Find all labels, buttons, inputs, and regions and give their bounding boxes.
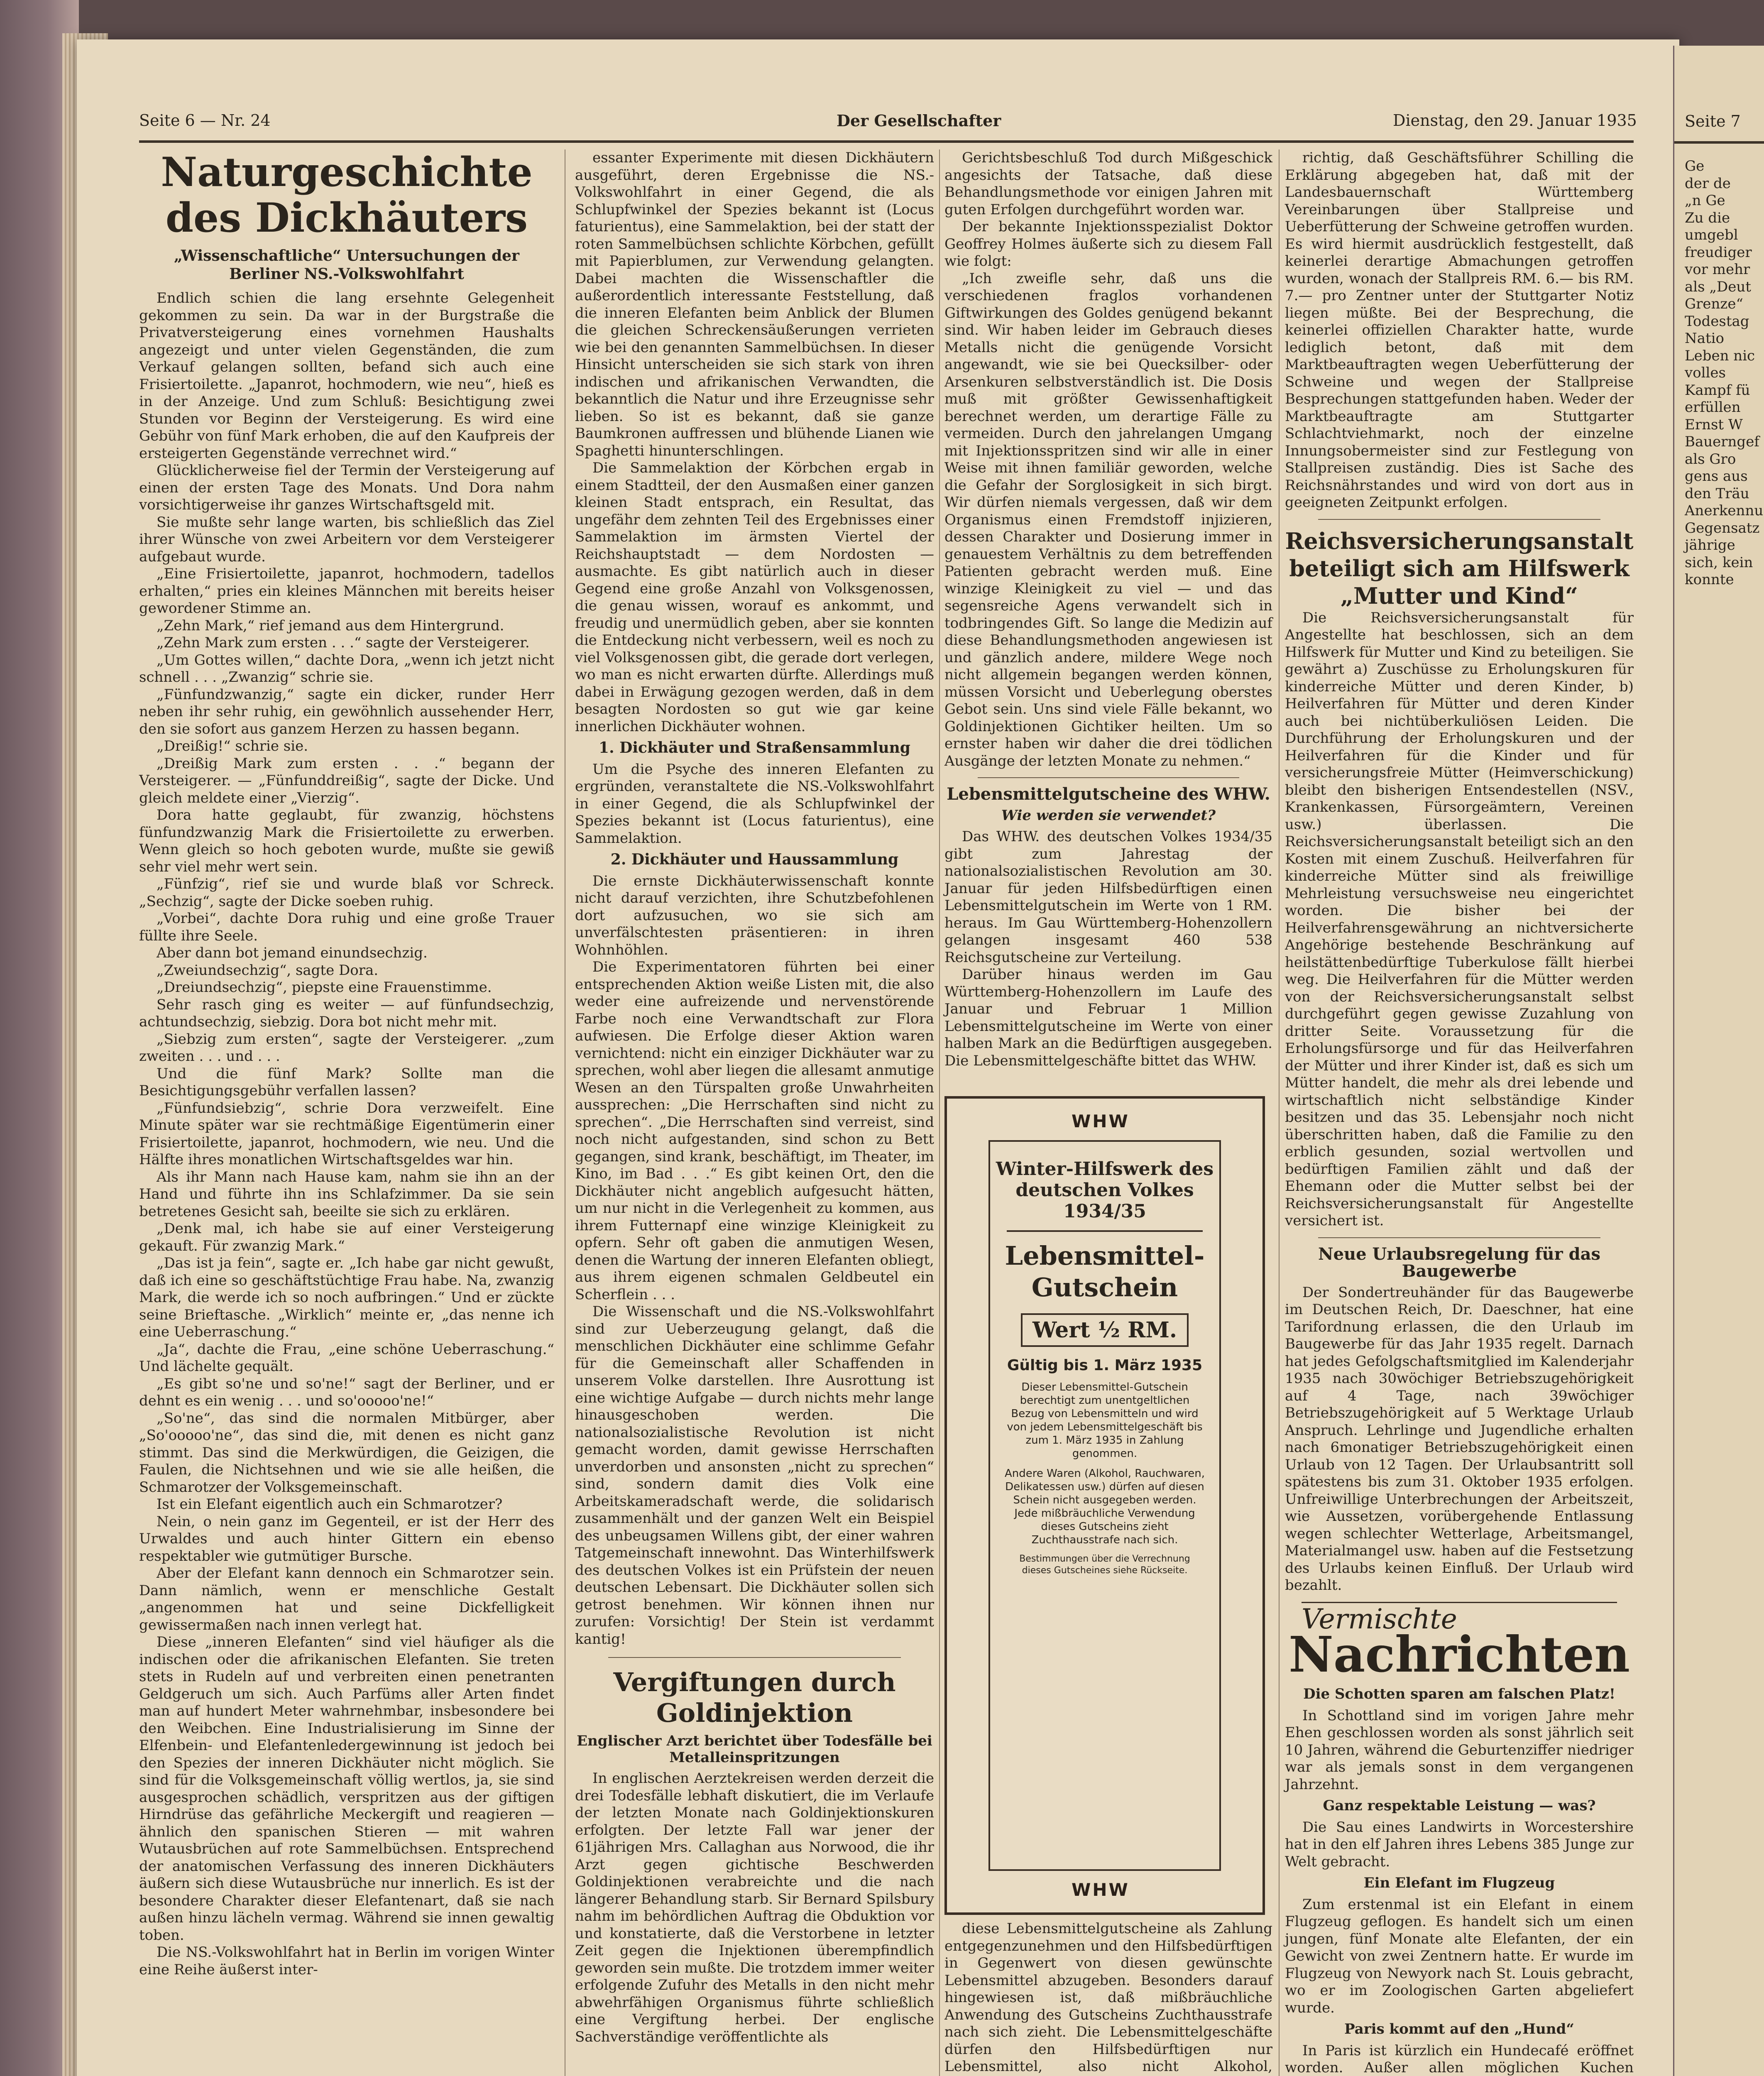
paragraph: „Fünfundsiebzig“, schrie Dora verzweifelt. Eine Minute später war sie rechtmäßige Eigentümerin einer Frisiertoilette, japanrot, hochmodern, wie neu. Und die Hälfte ihres monatlichen Wirtschaftsgeldes war hin. xyxy=(139,1099,554,1168)
article-subtitle: „Wissenschaftliche“ Untersuchungen der Berliner NS.-Volkswohlfahrt xyxy=(174,247,519,283)
page-number-left: Seite 6 — Nr. 24 xyxy=(139,111,271,130)
coupon-fine-3: Bestimmungen über die Verrechnung dieses Gutscheines siehe Rückseite. xyxy=(1019,1554,1190,1576)
paragraph: „Ich zweifle sehr, daß uns die verschiedenen fraglos vorhandenen Giftwirkungen des Goldes genügend bekannt sind. Wir haben leider im Gebrauch dieses Metalls nicht die genügende Vorsicht angewandt, wie sie bei Quecksilber- oder Arsenkuren selbstverständlich ist. Die Dosis muß mit größter Gewissenhaftigkeit berechnet werden, um derartige Fälle zu vermeiden. Durch den jahrelangen Umgang mit Injektionsspritzen sind wir alle in einer Weise mit ihnen familiär geworden, welche die Gefahr der Sorglosigkeit in sich birgt. Wir dürfen niemals vergessen, daß wir dem Organismus einen Fremdstoff injizieren, dessen Charakter und Dosierung immer in genauestem Verhältnis zu dem betreffenden Patienten gebracht werden muß. Eine winzige Kleinigkeit zu viel — und das segensreiche Agens verwandelt sich in todbringendes Gift. So lange die Medizin auf diese Behandlungsmethoden angewiesen ist und gänzlich andere, mildere Wege noch nicht allgemein begangen werden können, müssen Vorsicht und Ueberlegung oberstes Gebot sein. Uns sind viele Fälle bekannt, wo Goldinjektionen Gichtiker heilten. Um so ernster haben wir daher die drei tödlichen Ausgänge der letzten Monate zu nehmen.“ xyxy=(944,270,1272,769)
paragraph: Gerichtsbeschluß Tod durch Mißgeschick angesichts der Tatsache, daß diese Behandlungsmethode vor einigen Jahren mit guten Erfolgen durchgeführt worden war. xyxy=(944,149,1272,218)
paragraph: Die Wissenschaft und die NS.-Volkswohlfahrt sind zur Ueberzeugung gelangt, daß die menschlichen Dickhäuter eine schlimme Gefahr für die Gemeinschaft aller Schaffenden in unserem Volke darstellen. Ihre Ausrottung ist eine wichtige Aufgabe — durch nichts mehr lange hinausgeschoben werden. Die nationalsozialistische Revolution ist nicht gemacht worden, damit gewisse Herrschaften unverdorben und ansonsten „nicht zu sprechen“ sind, sondern damit dies Volk eine Arbeitskameradschaft werde, die solidarisch zusammenhält und der ganzen Welt ein Beispiel des unbeugsamen Willens gibt, der einer wahren Tatgemeinschaft innewohnt. Das Winterhilfswerk des deutschen Volkes ist ein Prüfstein der neuen deutschen Lebensart. Die Dickhäuter sollen sich getrost benehmen. Wir können ihnen nur zurufen: Vorsichtig! Der Stein ist verdammt kantig! xyxy=(575,1303,934,1648)
article-whw-body xyxy=(944,828,1272,1070)
paragraph: „Fünfundzwanzig,“ sagte ein dicker, runder Herr neben ihr sehr ruhig, ein gewöhnlich aussehender Herr, den sie sofort aus ganzem Herzen zu hassen begann. xyxy=(139,686,554,737)
paragraph: richtig, daß Geschäftsführer Schilling die Erklärung abgegeben hat, daß mit der Landesbauernschaft Württemberg Vereinbarungen über Stallpreise und Ueberfütterung der Schweine getroffen wurden. Es wird hiermit ausdrücklich festgestellt, daß keinerlei derartige Abmachungen getroffen wurden, wonach der Stallpreis RM. 6.— bis RM. 7.— pro Zentner unter der Stuttgarter Notiz liegen müßte. Bei der Besprechung, die keinerlei offiziellen Charakter hatte, wurde lediglich betont, daß mit dem Marktbeauftragten wegen Ueberfütterung der Schweine und wegen der Stallpreise Besprechungen stattgefunden haben. Weder der Marktbeauftragte am Stuttgarter Schlachtviehmarkt, noch der einzelne Innungsobermeister sind zur Festlegung von Stallpreisen zuständig. Dies ist Sache des Reichsnährstandes und wird von dort aus in geeigneten Zeitpunkt erfolgen. xyxy=(1285,149,1634,511)
paragraph: „Denk mal, ich habe sie auf einer Versteigerung gekauft. Für zwanzig Mark.“ xyxy=(139,1220,554,1254)
paragraph: Der bekannte Injektionsspezialist Doktor Geoffrey Holmes äußerte sich zu diesem Fall wie folgt: xyxy=(944,218,1272,269)
paragraph: „Ja“, dachte die Frau, „eine schöne Ueberraschung.“ Und lächelte gequält. xyxy=(139,1341,554,1375)
paragraph: „Zweiundsechzig“, sagte Dora. xyxy=(157,962,379,979)
adjacent-line: Kampf fü xyxy=(1685,382,1750,399)
news-text: Die Sau eines Landwirts in Worcestershire hat in den elf Jahren ihres Lebens 385 Junge zur Welt gebracht. xyxy=(1285,1819,1634,1870)
adjacent-line: freudiger xyxy=(1685,244,1752,261)
article-gold-continued xyxy=(944,149,1272,770)
article-gold-body: In englischen Aerztekreisen werden derzeit die drei Todesfälle lebhaft diskutiert, die im Verlaufe der letzten Monate nach Goldinjektionskuren erfolgten. Der letzte Fall war jener der 61jährigen Mrs. Callaghan aus Norwood, die ihr Arzt gegen gichtische Beschwerden Goldinjektionen verabreichte und die nach längerer Behandlung starb. Sir Bernard Spilsbury nahm im behördlichen Auftrag die Obduktion vor und konstatierte, daß die Verstorbene in letzter Zeit gegen die Injektionen überempfindlich geworden sein mußte. Die trotzdem immer weiter erfolgende Zufuhr des Metalls in den nicht mehr abwehrfähigen Organismus führte schließlich eine Vergiftung herbei. Der englische Sachverständige veröffentlichte als xyxy=(575,1770,934,2045)
paragraph: diese Lebensmittelgutscheine als Zahlung entgegenzunehmen und den Hilfsbedürftigen in Gegenwert von diesen gewünschte Lebensmittel abzugeben. Besonders darauf hingewiesen ist, daß mißbräuchliche Anwendung des Gutscheins Zuchthausstrafe nach sich zieht. Die Lebensmittelgeschäfte dürfen den Hilfsbedürftigen nur Lebensmittel, also nicht Alkohol, xyxy=(944,1920,1272,2075)
news-text: In Schottland sind im vorigen Jahre mehr Ehen geschlossen worden als sonst jährlich seit 10 Jahren, während die Geburtenziffer niedriger war als jemals sonst in dem vergangenen Jahrzehnt. xyxy=(1285,1707,1634,1793)
section-title-small: Vermischte xyxy=(1302,1603,1457,1635)
adjacent-line: erfüllen xyxy=(1685,399,1741,416)
adjacent-line: umgebl xyxy=(1685,227,1738,243)
section-title-large: Nachrichten xyxy=(1289,1626,1630,1683)
adjacent-line: als Gro xyxy=(1685,450,1736,468)
article-title: Naturgeschichte des Dickhäuters xyxy=(161,149,533,241)
news-headline: Ganz respektable Leistung — was? xyxy=(1323,1797,1596,1814)
masthead: Der Gesellschafter xyxy=(837,111,1001,130)
paragraph: Und die fünf Mark? Sollte man die Besichtigungsgebühr verfallen lassen? xyxy=(139,1065,554,1099)
article-body-continued xyxy=(575,149,934,735)
column-3-lower xyxy=(944,1920,1272,2076)
paragraph: „Siebzig zum ersten“, sagte der Versteigerer. „zum zweiten . . . und . . . xyxy=(139,1031,554,1065)
paragraph: Die NS.-Volkswohlfahrt hat in Berlin im vorigen Winter eine Reihe äußerst inter- xyxy=(139,1944,554,1978)
article-body xyxy=(139,290,554,1978)
column-2 xyxy=(575,149,934,2046)
news-headline: Paris kommt auf den „Hund“ xyxy=(1344,2021,1574,2037)
coupon-value: Wert ½ RM. xyxy=(1021,1313,1189,1347)
column-divider xyxy=(939,149,940,2076)
news-text: Zum erstenmal ist ein Elefant in einem Flugzeug geflogen. Es handelt sich um einen jungen, fünf Monate alte Elefanten, der ein Gewicht von zwei Zentnern hatte. Er wurde im Flugzeug von Newyork nach St. Louis gebracht, wo er im Zoologischen Garten abgeliefert wurde. xyxy=(1285,1896,1634,2016)
article-title-urlaub: Neue Urlaubsregelung für das Baugewerbe xyxy=(1318,1244,1600,1281)
paragraph: Glücklicherweise fiel der Termin der Versteigerung auf einen der ersten Tage des Monats. Und Dora nahm vorsichtigerweise ihr ganzes Wirtschaftsgeld mit. xyxy=(139,462,554,513)
article-separator xyxy=(978,777,1239,778)
adjacent-line: Gegensatz xyxy=(1685,519,1760,536)
coupon-line2: deutschen Volkes 1934/35 xyxy=(1015,1180,1194,1222)
adjacent-line: Bauerngef xyxy=(1685,433,1759,450)
paragraph: „Dreißig Mark zum ersten . . .“ begann der Versteigerer. — „Fünfunddreißig“, sagte der Dicke. Und gleich meldete einer „Vierzig“. xyxy=(139,755,554,806)
news-headline: Die Schotten sparen am falschen Platz! xyxy=(1303,1686,1615,1702)
paragraph: „Dreiundsechzig“, piepste eine Frauenstimme. xyxy=(157,979,492,996)
coupon-title-2: Gutschein xyxy=(1031,1272,1178,1302)
article-title-whw: Lebensmittelgutscheine des WHW. xyxy=(947,784,1270,804)
adjacent-line: Natio xyxy=(1685,330,1725,347)
paragraph: „So'ne“, das sind die normalen Mitbürger, aber „So'ooooo'ne“, das sind die, mit denen es nicht ganz stimmt. Das sind die Merkwürdigen, die Geizigen, die Faulen, die Nichtsehnen und wie sie alle heißen, die Schmarotzer der Volksgemeinschaft. xyxy=(139,1410,554,1496)
article-urlaub-body: Der Sondertreuhänder für das Baugewerbe im Deutschen Reich, Dr. Daeschner, hat eine Tarifordnung erlassen, die den Urlaub im Baugewerbe für das Jahr 1935 regelt. Darnach hat jedes Gefolgschaftsmitglied im Kalenderjahr 1935 nach 30wöchiger Betriebszugehörigkeit auf 4 Tage, nach 39wöchiger Betriebszugehörigkeit auf 5 Werktage Urlaub Anspruch. Lehrlinge und Jugendliche erhalten nach 6monatiger Betriebszugehörigkeit einen Urlaub von 12 Tagen. Der Urlaubsantritt soll spätestens bis zum 31. Oktober 1935 erfolgen. Unfreiwillige Unterbrechungen der Arbeitszeit, wie Aussetzen, vorübergehende Entlassung wegen schlechter Wetterlage, Arbeitsmangel, Materialmangel usw. haben auf die Festsetzung des Urlaubs keinen Einfluß. Der Urlaub wird bezahlt. xyxy=(1285,1284,1634,1594)
coupon-strip-bottom: WHW xyxy=(1072,1880,1130,1900)
coupon-valid: Gültig bis 1. März 1935 xyxy=(1007,1357,1203,1374)
adjacent-line: volles xyxy=(1685,365,1726,381)
paragraph: „Das ist ja fein“, sagte er. „Ich habe gar nicht gewußt, daß ich eine so geschäftstüchtige Frau habe. Na, zwanzig Mark, die werde ich so noch aufbringen.“ Und er zückte seine Brieftasche. „Wirklich“ meinte er, „das nenne ich eine Ueberraschung.“ xyxy=(139,1255,554,1340)
article-fleisch-continued xyxy=(1285,149,1634,512)
adjacent-page xyxy=(1673,46,1764,2076)
column-4 xyxy=(1285,149,1634,2076)
next-page-number: Seite 7 xyxy=(1685,112,1741,130)
news-text: In Paris ist kürzlich ein Hundecafé eröffnet worden. Außer allen möglichen Kuchen xyxy=(1285,2042,1634,2076)
paragraph: Nein, o nein ganz im Gegenteil, er ist der Herr des Urwaldes und auch hinter Gittern ein ebenso respektabler wie gutmütiger Bursche. xyxy=(139,1513,554,1564)
article-title-rva: Reichsversicherungsanstalt beteiligt sich am Hilfswerk „Mutter und Kind“ xyxy=(1285,527,1634,609)
paragraph: „Vorbei“, dachte Dora ruhig und eine große Trauer füllte ihre Seele. xyxy=(139,910,554,944)
paragraph: „Fünfzig“, rief sie und wurde blaß vor Schreck. „Sechzig“, sagte der Dicke soeben ruhig. xyxy=(139,876,554,910)
article-title-gold: Vergiftungen durch Goldinjektion xyxy=(613,1667,896,1728)
adjacent-line: Grenze“ xyxy=(1685,296,1743,312)
coupon-title-1: Lebensmittel- xyxy=(1005,1241,1205,1271)
paragraph: „Dreißig!“ schrie sie. xyxy=(157,738,308,754)
news-headline: Ein Elefant im Flugzeug xyxy=(1363,1875,1555,1891)
paragraph: Die ernste Dickhäuterwissenschaft konnte nicht darauf verzichten, ihre Schutzbefohlenen dort aufzusuchen, wo sie sich am unverfälschtesten präsentieren: in ihren Wohnhöhlen. xyxy=(575,872,934,958)
article-subtitle-whw: Wie werden sie verwendet? xyxy=(1001,807,1216,824)
paragraph: Als ihr Mann nach Hause kam, nahm sie ihn an der Hand und führte ihn ins Schlafzimmer. Da sie sein betretenes Gesicht sah, beeilte sie sich zu erklären. xyxy=(139,1168,554,1220)
paragraph: „Eine Frisiertoilette, japanrot, hochmodern, tadellos erhalten,“ pries ein kleines Männchen mit bereits heiser gewordener Stimme an. xyxy=(139,566,554,617)
column-divider xyxy=(1279,149,1280,2076)
adjacent-line: Leben nic xyxy=(1685,347,1755,364)
paragraph: Die Experimentatoren führten bei einer entsprechenden Aktion weiße Listen mit, die also weder eine aufreizende und nervenstörende Farbe noch eine Verwandtschaft zur Flora aufwiesen. Die Erfolge dieser Aktion waren vernichtend: nicht ein einziger Dickhäuter war zu sprechen, wohl aber liegen die allesamt anmutige Wesen an den Türspalten große Unwahrheiten aussprechen: „Die Herrschaften sind nicht zu sprechen“. „Die Herrschaften sind verreist, sind noch nicht aufgestanden, sind schon zu Bett gegangen, sind krank, beschäftigt, im Theater, im Kino, im Bad . . .“ Es gibt keinen Ort, den die Dickhäuter nicht angeblich aufgesucht hätten, um nur nicht in die Verlegenheit zu kommen, aus ihrem Futternapf eine winzige Kleinigkeit zu opfern. Sehr oft gaben die anmutigen Wesen, denen die Wartung der inneren Elefanten obliegt, aus ihrem eigenen schmalen Geldbeutel ein Scherflein . . . xyxy=(575,959,934,1303)
adjacent-line: jährige xyxy=(1685,537,1735,553)
adjacent-line: Ge xyxy=(1685,158,1705,174)
coupon-strip-top: WHW xyxy=(1072,1111,1130,1131)
adjacent-line: Ernst W xyxy=(1685,416,1743,433)
paragraph: „Zehn Mark,“ rief jemand aus dem Hintergrund. xyxy=(157,617,504,634)
adjacent-line: sich, kein xyxy=(1685,554,1753,571)
paragraph: Ist ein Elefant eigentlich auch ein Schmarotzer? xyxy=(157,1496,503,1513)
paragraph: Aber dann bot jemand einundsechzig. xyxy=(157,945,428,961)
adjacent-line: den Träu xyxy=(1685,485,1749,502)
paragraph: Sie mußte sehr lange warten, bis schließlich das Ziel ihrer Wünsche von zwei Arbeitern vor dem Versteigerer aufgebaut wurde. xyxy=(139,514,554,565)
adjacent-line: konnte xyxy=(1685,571,1734,588)
section-1-text: Um die Psyche des inneren Elefanten zu ergründen, veranstaltete die NS.-Volkswohlfahrt in einer Gegend, die als Schlupfwinkel der Spezies bekannt ist (Locus faturientus), eine Sammelaktion. xyxy=(575,761,934,847)
adjacent-line: „n Ge xyxy=(1685,192,1725,209)
article-whw-body-continued xyxy=(944,1920,1272,2076)
adjacent-line: Anerkennu xyxy=(1685,502,1764,519)
coupon-inner xyxy=(988,1140,1221,1871)
paragraph: „Zehn Mark zum ersten . . .“ sagte der Versteigerer. xyxy=(157,634,530,651)
adjacent-line: Zu die xyxy=(1685,209,1730,226)
paragraph: Dora hatte geglaubt, für zwanzig, höchstens fünfundzwanzig Mark die Frisiertoilette zu erwerben. Wenn gleich so hoch geboten wurde, mußte sie gewiß sehr viel mehr wert sein. xyxy=(139,807,554,875)
adjacent-line: gens aus xyxy=(1685,468,1748,485)
article-subtitle-gold: Englischer Arzt berichtet über Todesfälle bei Metalleinspritzungen xyxy=(577,1733,932,1766)
paragraph: Das WHW. des deutschen Volkes 1934/35 gibt zum Jahrestag der nationalsozialistischen Revolution am 30. Januar für jeden Hilfsbedürftigen einen Lebensmittelgutschein im Werte von 1 RM. heraus. Im Gau Württemberg-Hohenzollern gelangen insgesamt 460 538 Reichsgutscheine zur Verteilung. xyxy=(944,828,1272,966)
adjacent-page-text xyxy=(1685,158,1763,589)
article-separator xyxy=(608,1657,901,1658)
coupon-line1: Winter-Hilfswerk des xyxy=(996,1158,1214,1180)
coupon-fine-2: Andere Waren (Alkohol, Rauchwaren, Delikatessen usw.) dürfen auf diesen Schein nicht ausgegeben werden. Jede mißbräuchliche Verwendung dieses Gutscheins zieht Zuchthausstrafe nach sich. xyxy=(1004,1467,1205,1546)
issue-date: Dienstag, den 29. Januar 1935 xyxy=(1393,111,1637,130)
coupon-illustration xyxy=(944,1096,1265,1915)
article-separator xyxy=(1318,1237,1600,1238)
adjacent-line: Todestag xyxy=(1685,313,1749,330)
page-header xyxy=(139,111,1637,136)
paragraph: Endlich schien die lang ersehnte Gelegenheit gekommen zu sein. Da war in der Burgstraße die Privatversteigerung eines vornehmen Haushalts angezeigt und unter vielen Gegenständen, die zum Verkauf gelangen sollten, befand sich auch eine Frisiertoilette. „Japanrot, hochmodern, wie neu“, hieß es in der Anzeige. Und zum Schluß: Besichtigung zwei Stunden vor Beginn der Versteigerung. Es wird eine Gebühr von fünf Mark erhoben, die auf den Kaufpreis der ersteigerten Gegenstände verrechnet wird.“ xyxy=(139,290,554,462)
paragraph: Diese „inneren Elefanten“ sind viel häufiger als die indischen oder die afrikanischen Elefanten. Sie treten stets in Rudeln auf und verbreiten einen penetranten Geldgeruch um sich. Auch Parfüms aller Arten findet man auf hundert Meter wahrnehmbar, insbesondere bei den Weibchen. Eine Industrialisierung im Sinne der Elfenbein- und Elefantenledergewinnung ist jedoch bei den Spezies der inneren Dickhäuter nicht möglich. Sie sind für die Volksgemeinschaft völlig wertlos, ja, sie sind ausgesprochen schädlich, verspritzen aus der giftigen Hirndrüse das gefährliche Meckergift und reagieren — ähnlich den spanischen Stieren — mit wahren Wutausbrüchen auf rote Sammelbüchsen. Entsprechend der anatomischen Verfassung des inneren Dickhäuters äußern sich diese Wutausbrüche nur innerlich. Es ist der besondere Charakter dieser Elefantenart, daß sie nach außen hinzu lächeln vermag. Während sie innen gewaltig toben. xyxy=(139,1634,554,1944)
article-rva-body: Die Reichsversicherungsanstalt für Angestellte hat beschlossen, sich an dem Hilfswerk für Mutter und Kind zu beteiligen. Sie gewährt a) Zuschüsse zu Erholungskuren für kinderreiche Mütter und deren Kinder, b) Heilverfahren für Mütter und deren Kinder auch bei nichtüberkuliösen Leiden. Die Durchführung der Erholungskuren und der Heilverfahren für die Kinder und für versicherungsfreie Mütter (Heimverschickung) bleibt den bisherigen Entsendestellen (NSV., Krankenkassen, Fürsorgeämtern, Vereinen usw.) überlassen. Die Reichsversicherungsanstalt beteiligt sich an den Kosten mit einem Zuschuß. Heilverfahren für kinderreiche Mütter sind als freiwillige Mehrleistung versuchsweise neu eingerichtet worden. Die bisher bei der Heilverfahrensgewährung an nichtversicherte Angehörige bestehende Beschränkung auf heilstättenbedürftige Tuberkulose fällt hierbei weg. Die Heilverfahren für die Mütter werden von der Reichsversicherungsanstalt selbst durchgeführt gegen gewisse Zuzahlung von dritter Seite. Voraussetzung für die Erholungsfürsorge und für das Heilverfahren der Mütter und ihrer Kinder ist, daß es sich um Mütter handelt, die mehr als drei lebende und wirtschaftlich nicht selbständige Kinder besitzen und das 35. Lebensjahr noch nicht überschritten haben, daß die Familie zu den erblich gesunden, sozial wertvollen und bedürftigen Familien zählt und daß der Ehemann oder die Mutter selbst bei der Reichsversicherungsanstalt für Angestellte versichert ist. xyxy=(1285,609,1634,1229)
paragraph: Darüber hinaus werden im Gau Württemberg-Hohenzollern im Laufe des Januar und Februar 1 Million Lebensmittelgutscheine im Werte von einer halben Mark an die Bedürftigen ausgegeben. Die Lebensmittelgeschäfte bittet das WHW. xyxy=(944,966,1272,1069)
paragraph: „Es gibt so'ne und so'ne!“ sagt der Berliner, und er dehnt es ein wenig . . . und so'ooooo'ne!“ xyxy=(139,1375,554,1409)
article-separator xyxy=(1318,519,1600,520)
section-2-body xyxy=(575,873,934,1648)
paragraph: Die Sammelaktion der Körbchen ergab in einem Stadtteil, der den Ausmaßen einer ganzen kleinen Stadt entsprach, ein Resultat, das ungefähr dem zehnten Teil des Ergebnisses einer Sammelaktion im ärmsten Viertel der Reichshauptstadt — dem Nordosten — ausmachte. Es gibt natürlich auch in dieser Gegend eine große Anzahl von Volksgenossen, die genau wissen, worauf es ankommt, und freudig und unermüdlich geben, aber sie konnten die Entdeckung nicht verbessern, weil es noch zu viel Volksgenossen gibt, die gerade dort verlegen, wo man es nicht erwarten dürfte. Allerdings muß dabei in Erwägung gezogen werden, daß in dem besagten Nordosten so gut wie gar keine innerlichen Dickhäuter wohnen. xyxy=(575,460,934,735)
paragraph: essanter Experimente mit diesen Dickhäutern ausgeführt, deren Ergebnisse die NS.-Volkswohlfahrt in einer Gegend, die als Schlupfwinkel der Spezies bekannt ist (Locus faturientus), eine Sammelaktion, bei der statt der roten Sammelbüchsen schlichte Körbchen, gefüllt mit Papierblumen, zur Verwendung gelangten. Dabei machten die Wissenschaftler die außerordentlich interessante Feststellung, daß die inneren Elefanten beim Anblick der Blumen die gleichen Schreckensäußerungen verrieten wie bei den genannten Sammelbüchsen. In dieser Hinsicht unterscheiden sie sich stark von ihren indischen und afrikanischen Verwandten, die bekanntlich die Natur und ihre Erzeugnisse sehr lieben. So ist es bekannt, daß sie ganze Baumkronen auffressen und blühende Lianen wie Spaghetti hinunterschlingen. xyxy=(575,149,934,459)
header-rule xyxy=(139,140,1634,143)
coupon-fine-1: Dieser Lebensmittel-Gutschein berechtigt zum unentgeltlichen Bezug von Lebensmitteln und wird von jedem Lebensmittelgeschäft bis zum 1. März 1935 in Zahlung genommen. xyxy=(1007,1381,1203,1460)
paragraph: Aber der Elefant kann dennoch ein Schmarotzer sein. Dann nämlich, wenn er menschliche Gestalt „angenommen hat und seine Dickfelligkeit gewissermaßen nach innen verlegt hat. xyxy=(139,1565,554,1633)
news-items xyxy=(1285,1686,1634,2076)
column-1 xyxy=(139,149,554,1978)
column-3 xyxy=(944,149,1272,1070)
section-heading-1: 1. Dickhäuter und Straßensammlung xyxy=(599,739,910,756)
adjacent-line: als „Deut xyxy=(1685,278,1751,295)
paragraph: „Um Gottes willen,“ dachte Dora, „wenn ich jetzt nicht schnell . . . „Zwanzig“ schrie sie. xyxy=(139,651,554,685)
adjacent-line: der de xyxy=(1685,175,1731,192)
adjacent-line: vor mehr xyxy=(1685,261,1750,278)
paragraph: Sehr rasch ging es weiter — auf fünfundsechzig, achtundsechzig, siebzig. Dora bot nicht mehr mit. xyxy=(139,996,554,1030)
section-heading-2: 2. Dickhäuter und Haussammlung xyxy=(610,851,899,868)
